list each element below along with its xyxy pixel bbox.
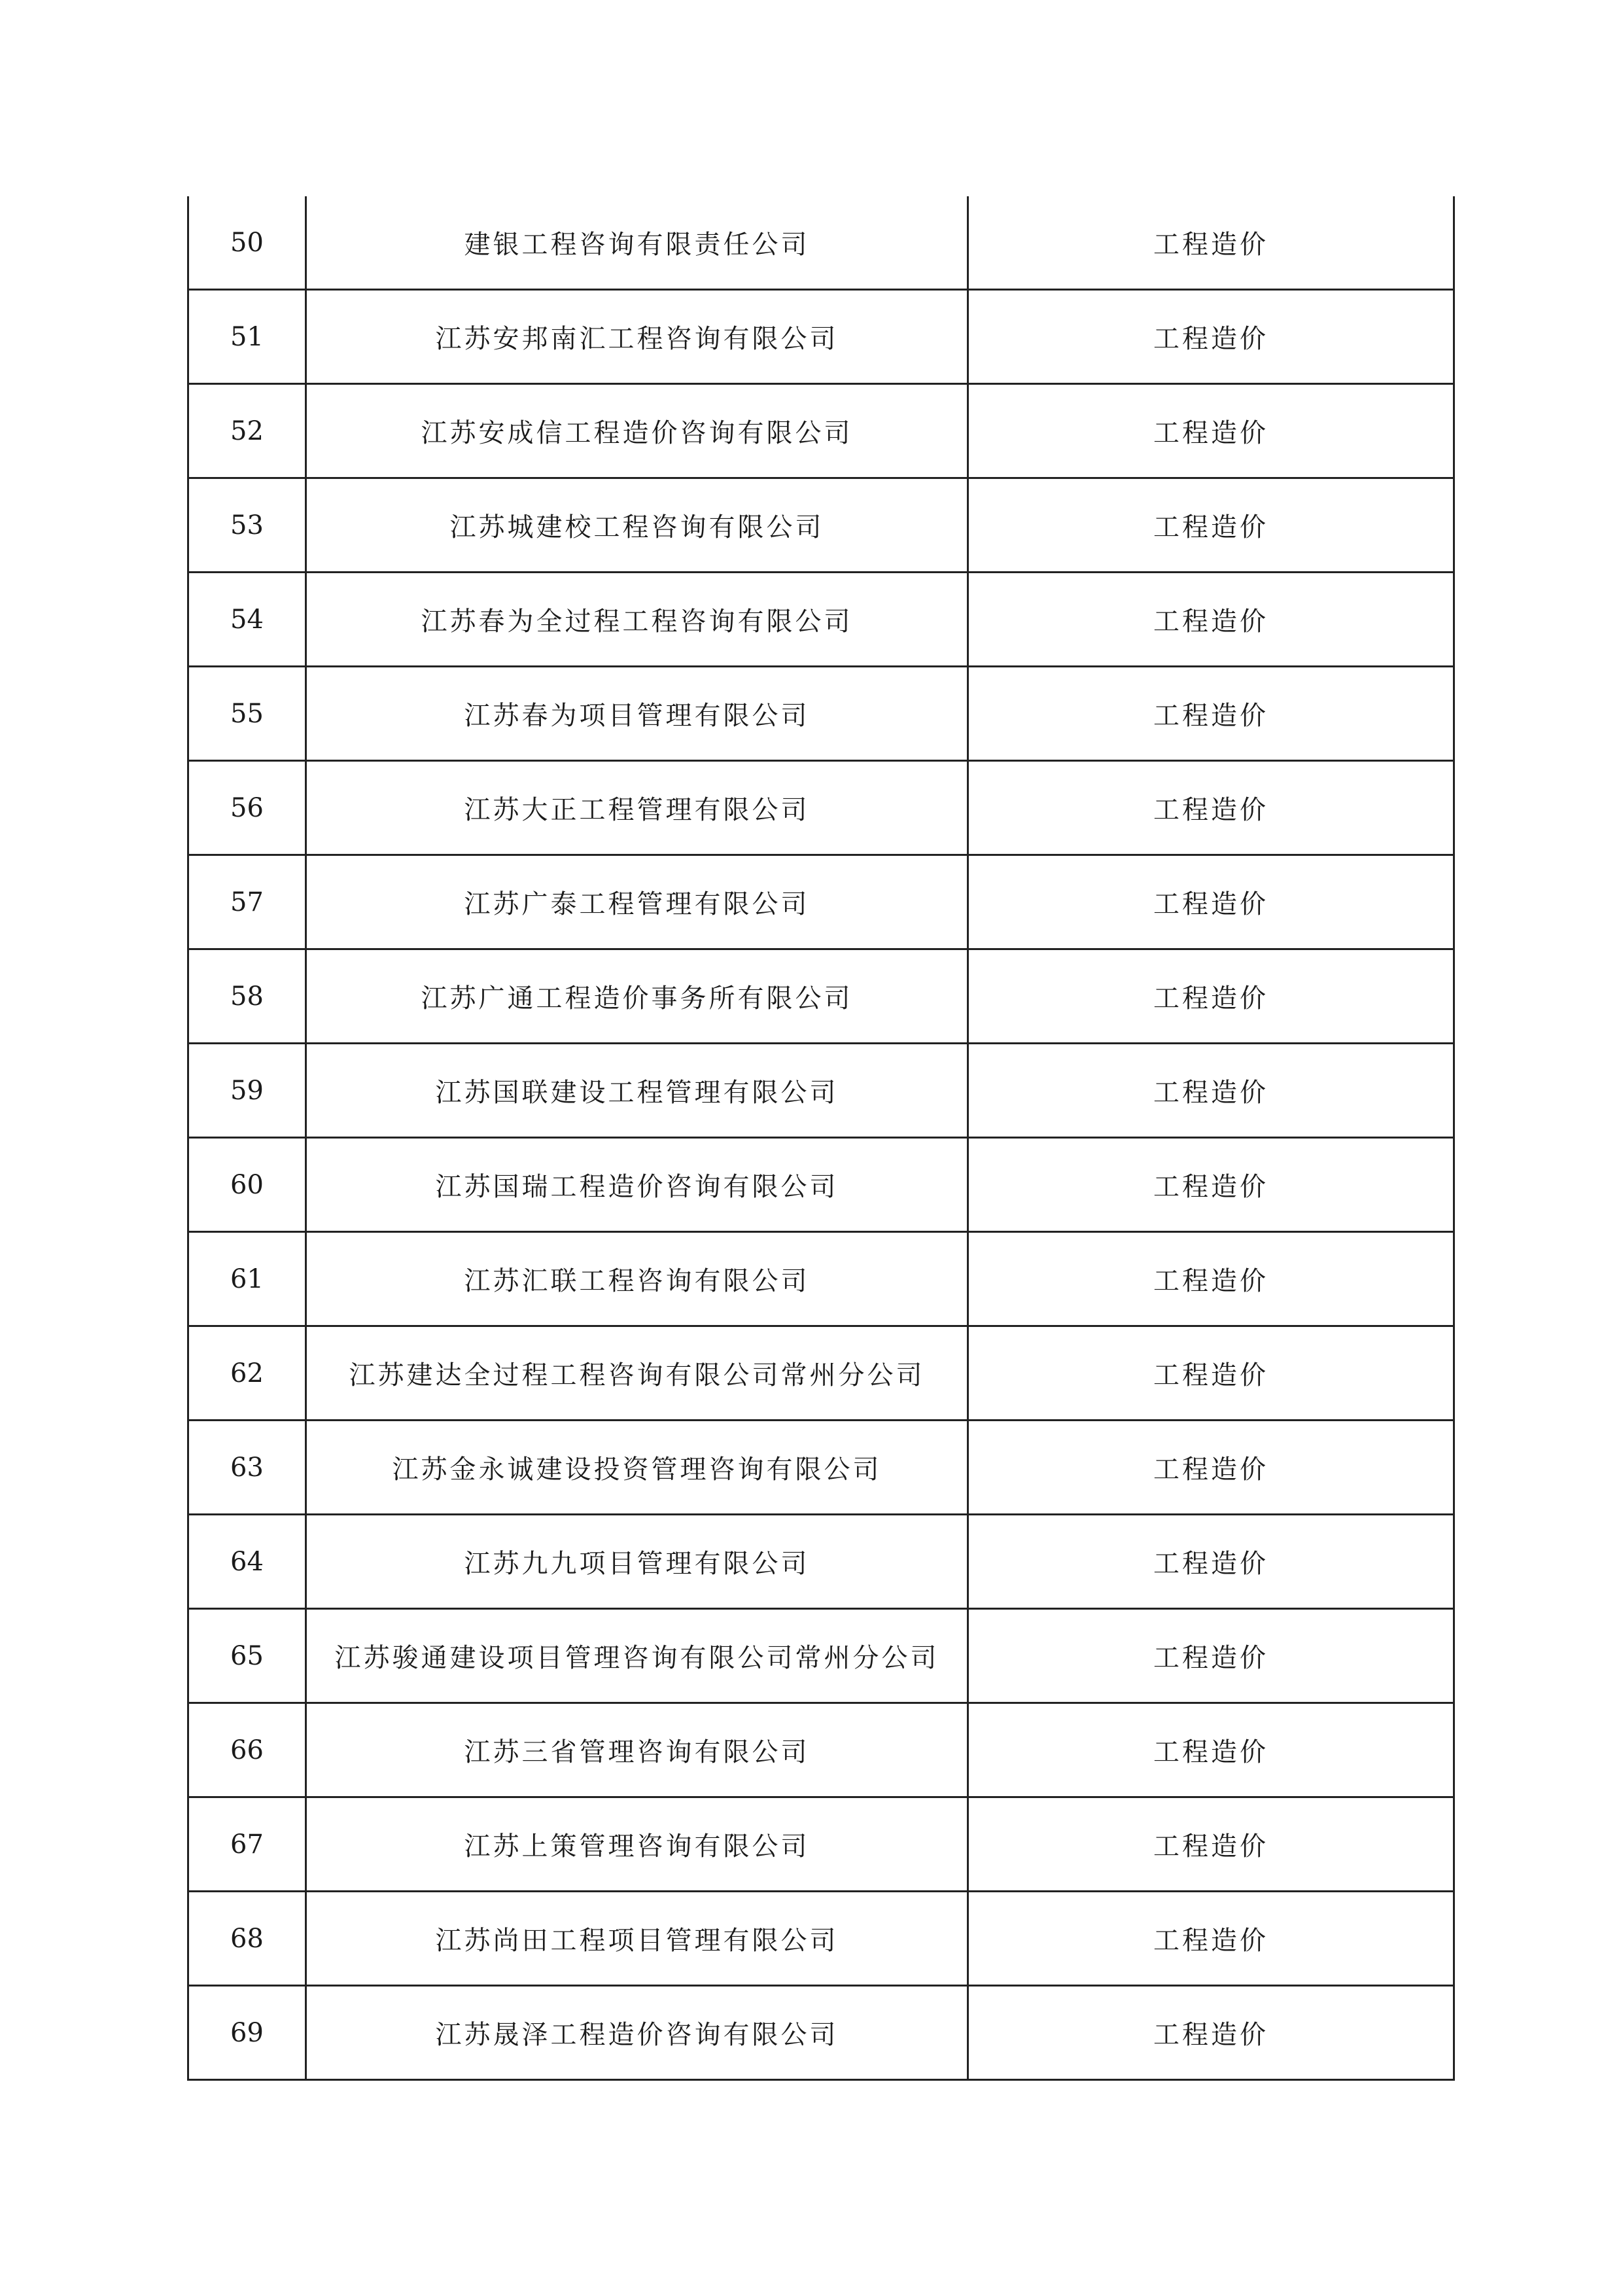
table-row [188, 478, 1454, 573]
company-name: 江苏春为项目管理有限公司 [306, 667, 968, 761]
qualification-type: 工程造价 [968, 855, 1454, 949]
company-name: 江苏九九项目管理有限公司 [306, 1515, 968, 1609]
company-list-table [187, 196, 1455, 2081]
table-row [188, 1703, 1454, 1797]
company-name: 江苏上策管理咨询有限公司 [306, 1797, 968, 1892]
company-name: 江苏汇联工程咨询有限公司 [306, 1232, 968, 1326]
company-name: 建银工程咨询有限责任公司 [306, 196, 968, 290]
table-row [188, 667, 1454, 761]
row-number: 59 [188, 1044, 306, 1138]
row-number: 68 [188, 1892, 306, 1986]
company-name: 江苏安邦南汇工程咨询有限公司 [306, 290, 968, 384]
table-row [188, 1421, 1454, 1515]
qualification-type: 工程造价 [968, 1986, 1454, 2080]
qualification-type: 工程造价 [968, 1326, 1454, 1421]
qualification-type: 工程造价 [968, 1515, 1454, 1609]
row-number: 50 [188, 196, 306, 290]
qualification-type: 工程造价 [968, 667, 1454, 761]
company-name: 江苏晟泽工程造价咨询有限公司 [306, 1986, 968, 2080]
qualification-type: 工程造价 [968, 573, 1454, 667]
qualification-type: 工程造价 [968, 384, 1454, 478]
qualification-type: 工程造价 [968, 196, 1454, 290]
company-name: 江苏国联建设工程管理有限公司 [306, 1044, 968, 1138]
table-row [188, 1232, 1454, 1326]
table-row [188, 384, 1454, 478]
qualification-type: 工程造价 [968, 1044, 1454, 1138]
table-row [188, 1044, 1454, 1138]
company-name: 江苏三省管理咨询有限公司 [306, 1703, 968, 1797]
company-name: 江苏国瑞工程造价咨询有限公司 [306, 1138, 968, 1232]
row-number: 65 [188, 1609, 306, 1703]
row-number: 57 [188, 855, 306, 949]
qualification-type: 工程造价 [968, 1703, 1454, 1797]
row-number: 58 [188, 949, 306, 1044]
row-number: 56 [188, 761, 306, 855]
row-number: 54 [188, 573, 306, 667]
row-number: 61 [188, 1232, 306, 1326]
table-row [188, 1326, 1454, 1421]
table-row [188, 855, 1454, 949]
table-row [188, 761, 1454, 855]
table-row [188, 1138, 1454, 1232]
qualification-type: 工程造价 [968, 949, 1454, 1044]
qualification-type: 工程造价 [968, 1138, 1454, 1232]
row-number: 69 [188, 1986, 306, 2080]
qualification-type: 工程造价 [968, 290, 1454, 384]
company-name: 江苏春为全过程工程咨询有限公司 [306, 573, 968, 667]
table-row [188, 1986, 1454, 2080]
table-row [188, 290, 1454, 384]
company-name: 江苏安成信工程造价咨询有限公司 [306, 384, 968, 478]
company-name: 江苏城建校工程咨询有限公司 [306, 478, 968, 573]
row-number: 53 [188, 478, 306, 573]
row-number: 51 [188, 290, 306, 384]
table-row [188, 1515, 1454, 1609]
company-list-table-container [187, 196, 1453, 2081]
row-number: 55 [188, 667, 306, 761]
qualification-type: 工程造价 [968, 1797, 1454, 1892]
row-number: 66 [188, 1703, 306, 1797]
qualification-type: 工程造价 [968, 1232, 1454, 1326]
qualification-type: 工程造价 [968, 761, 1454, 855]
company-name: 江苏广通工程造价事务所有限公司 [306, 949, 968, 1044]
qualification-type: 工程造价 [968, 1892, 1454, 1986]
table-row [188, 196, 1454, 290]
table-row [188, 1892, 1454, 1986]
row-number: 62 [188, 1326, 306, 1421]
row-number: 67 [188, 1797, 306, 1892]
row-number: 60 [188, 1138, 306, 1232]
company-name: 江苏大正工程管理有限公司 [306, 761, 968, 855]
table-row [188, 1797, 1454, 1892]
company-name: 江苏建达全过程工程咨询有限公司常州分公司 [306, 1326, 968, 1421]
row-number: 64 [188, 1515, 306, 1609]
company-name: 江苏广泰工程管理有限公司 [306, 855, 968, 949]
row-number: 52 [188, 384, 306, 478]
table-row [188, 949, 1454, 1044]
table-row [188, 1609, 1454, 1703]
company-name: 江苏金永诚建设投资管理咨询有限公司 [306, 1421, 968, 1515]
qualification-type: 工程造价 [968, 478, 1454, 573]
company-name: 江苏骏通建设项目管理咨询有限公司常州分公司 [306, 1609, 968, 1703]
row-number: 63 [188, 1421, 306, 1515]
qualification-type: 工程造价 [968, 1421, 1454, 1515]
company-name: 江苏尚田工程项目管理有限公司 [306, 1892, 968, 1986]
table-row [188, 573, 1454, 667]
qualification-type: 工程造价 [968, 1609, 1454, 1703]
